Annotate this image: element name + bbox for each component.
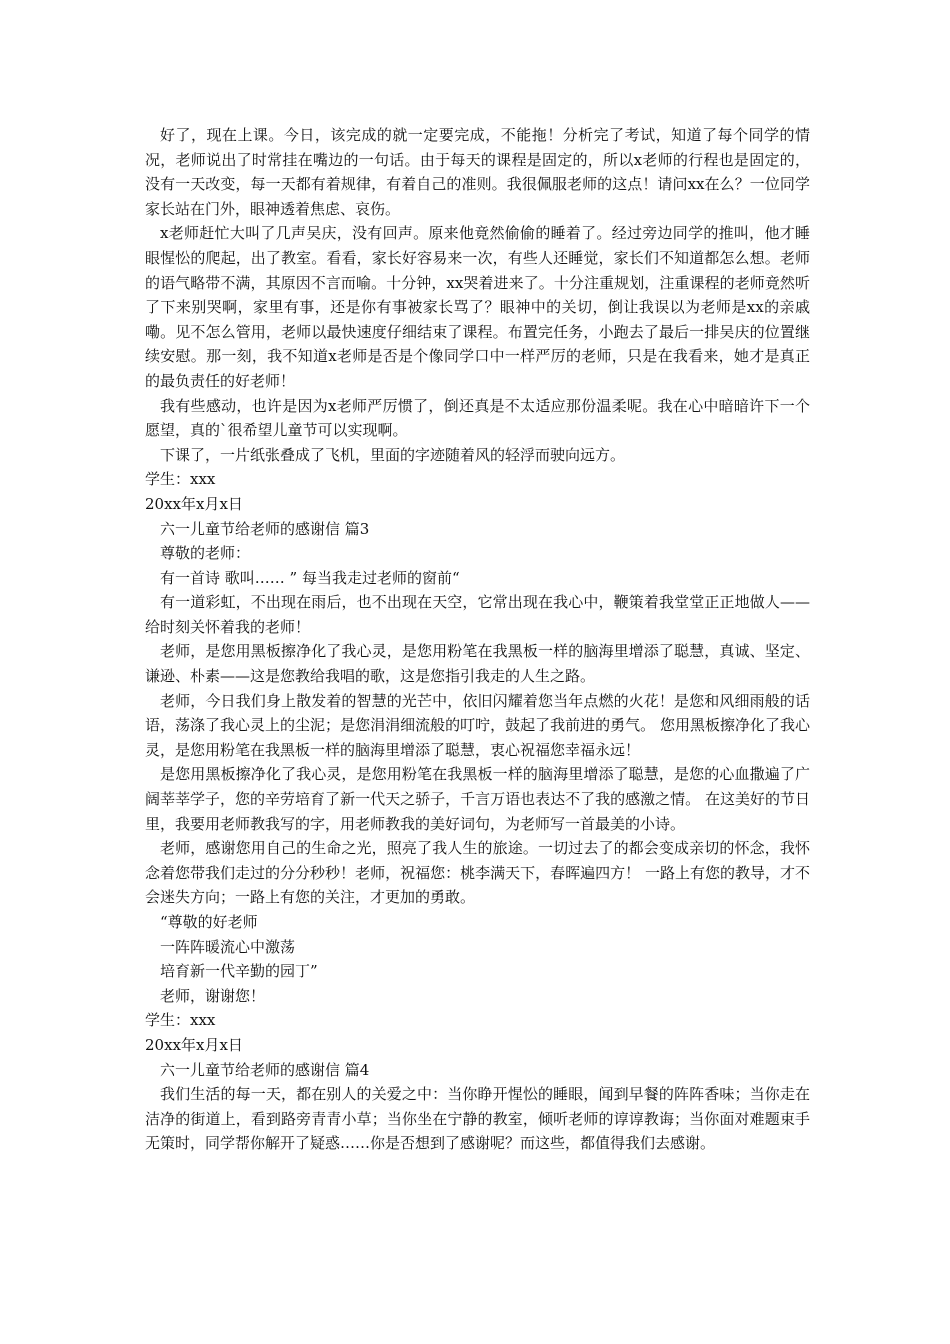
paragraph: 老师，是您用黑板擦净化了我心灵，是您用粉笔在我黑板一样的脑海里增添了聪慧，真诚、坚定、谦逊、朴素——这是您教给我唱的歌，这是您指引我走的人生之路。 [145,642,810,686]
poem-line: 一阵阵暖流心中激荡 [160,937,296,956]
paragraph: 是您用黑板擦净化了我心灵，是您用粉笔在我黑板一样的脑海里增添了聪慧，是您的心血撒遍了广阔莘莘学子，您的辛劳培育了新一代天之骄子，千言万语也表达不了我的感激之情。 在这美好的节日里，我要用老师教我写的字，用老师教我的美好词句，为老师写一首最美的小诗。 [145,765,810,833]
paragraph: 有一道彩虹，不出现在雨后，也不出现在天空，它常出现在我心中，鞭策着我堂堂正正地做人——给时刻关怀着我的老师！ [145,593,810,636]
signature-student: 学生：xxx [145,470,216,489]
closing-line: 老师，谢谢您！ [160,986,266,1005]
poem-line: “尊敬的好老师 [160,913,258,931]
document-page [145,123,810,1156]
signature-date: 20xx年x月x日 [145,1035,243,1054]
poem-line: 培育新一代辛勤的园丁” [160,962,318,981]
paragraph: x老师赶忙大叫了几声吴庆，没有回声。原来他竟然偷偷的睡着了。经过旁边同学的推叫，他才睡眼惺忪的爬起，出了教室。看看，家长好容易来一次，有些人还睡觉，家长们不知道都怎么想。老师的语气略带不满，其原因不言而喻。十分钟，xx哭着进来了。十分注重规划，注重课程的老师竟然听了下来别哭啊，家里有事，还是你有事被家长骂了？眼神中的关切，倒让我误以为老师是xx的亲戚嘞。见不怎么管用，老师以最快速度仔细结束了课程。布置完任务，小跑去了最后一排吴庆的位置继续安慰。那一刻，我不知道x老师是否是个像同学口中一样严厉的老师，只是在我看来，她才是真正的最负责任的好老师！ [145,224,810,390]
section-heading: 六一儿童节给老师的感谢信 篇4 [160,1060,370,1079]
paragraph: 好了，现在上课。今日，该完成的就一定要完成，不能拖！分析完了考试，知道了每个同学的情况，老师说出了时常挂在嘴边的一句话。由于每天的课程是固定的，所以x老师的行程也是固定的，没有一天改变，每一天都有着规律，有着自己的准则。我很佩服老师的这点！请问xx在么？一位同学家长站在门外，眼神透着焦虑、哀伤。 [145,126,810,218]
section-heading: 六一儿童节给老师的感谢信 篇3 [160,519,370,538]
paragraph: 下课了，一片纸张叠成了飞机，里面的字迹随着风的轻浮而驶向远方。 [160,445,626,464]
signature-date: 20xx年x月x日 [145,494,243,513]
signature-student: 学生：xxx [145,1011,216,1030]
paragraph: 我们生活的每一天，都在别人的关爱之中：当你睁开惺忪的睡眼，闻到早餐的阵阵香味；当你走在洁净的街道上，看到路旁青青小草；当你坐在宁静的教室，倾听老师的谆谆教诲；当你面对难题束手无策时，同学帮你解开了疑惑……你是否想到了感谢呢？而这些，都值得我们去感谢。 [145,1085,810,1153]
paragraph: 老师，感谢您用自己的生命之光，照亮了我人生的旅途。一切过去了的都会变成亲切的怀念，我怀念着您带我们走过的分分秒秒！老师，祝福您：桃李满天下，春晖遍四方！ 一路上有您的教导，才不会迷失方向；一路上有您的关注，才更加的勇敢。 [145,839,810,907]
paragraph: 我有些感动，也许是因为x老师严厉惯了，倒还真是不太适应那份温柔呢。我在心中暗暗许下一个愿望，真的`很希望儿童节可以实现啊。 [145,396,810,440]
paragraph: 有一首诗 歌叫…… ” 每当我走过老师的窗前“ [160,568,460,587]
paragraph: 老师，今日我们身上散发着的智慧的光芒中，依旧闪耀着您当年点燃的火花！是您和风细雨般的话语，荡涤了我心灵上的尘泥；是您涓涓细流般的叮咛，鼓起了我前进的勇气。 您用黑板擦净化了我心灵，是您用粉笔在我黑板一样的脑海里增添了聪慧，衷心祝福您幸福永远！ [145,691,810,759]
salutation: 尊敬的老师： [160,544,251,563]
